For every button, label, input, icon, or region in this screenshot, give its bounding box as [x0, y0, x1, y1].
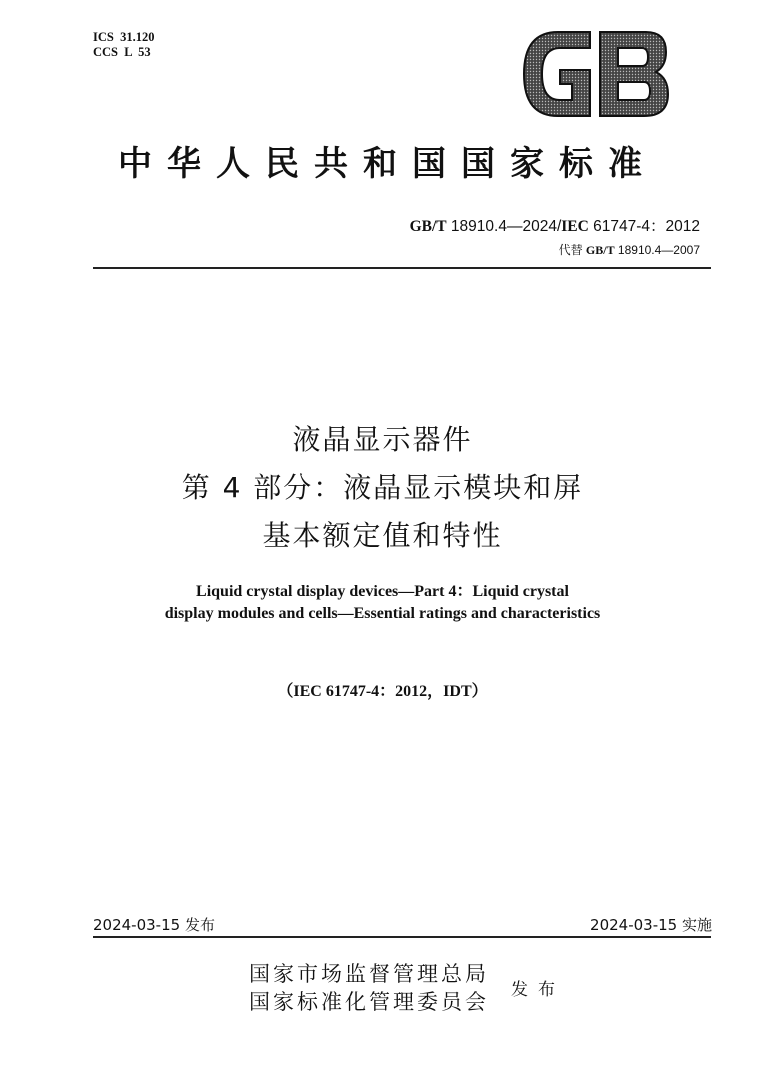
- replaces-code: GB/T: [585, 243, 615, 257]
- issue-action: 发布: [511, 980, 565, 1000]
- standard-number: [410, 214, 700, 236]
- title-zh-line3: 基本额定值和特性: [262, 519, 503, 552]
- implement-date: 2024-03-15 实施: [590, 916, 712, 934]
- standard-number-value: 18910.4—2024/: [446, 218, 562, 235]
- replaces-number: 18910.4—2007: [614, 243, 700, 257]
- iec-number-value: 61747-4：2012: [588, 218, 700, 235]
- title-en-line2: display modules and cells—Essential ratings and characteristics: [164, 605, 601, 622]
- classification-codes: [93, 30, 154, 60]
- issuer-org-2: 国家标准化管理委员会: [249, 990, 489, 1014]
- title-en-line1: Liquid crystal display devices—Part 4：Liquid crystal: [196, 583, 569, 600]
- title-zh-line2: 第 4 部分：液晶显示模块和屏: [181, 471, 584, 504]
- ics-code: ICS 31.120: [93, 30, 155, 44]
- publish-date: 2024-03-15 发布: [93, 916, 215, 934]
- issuer-org-1: 国家市场监督管理总局: [249, 962, 489, 986]
- standard-prefix: GB/T: [409, 218, 447, 235]
- ccs-code: CCS L 53: [93, 45, 151, 59]
- iec-prefix: IEC: [561, 218, 589, 235]
- national-standard-title: 中华人民共和国国家标准: [118, 144, 657, 184]
- footer-divider: [93, 936, 711, 938]
- replaces-standard: [559, 241, 700, 258]
- title-zh-line1: 液晶显示器件: [292, 423, 473, 456]
- replaces-prefix: 代替: [558, 243, 586, 257]
- adoption-note: （IEC 61747-4：2012，IDT）: [277, 683, 488, 700]
- gb-logo: [520, 28, 670, 120]
- header-divider: [93, 267, 711, 269]
